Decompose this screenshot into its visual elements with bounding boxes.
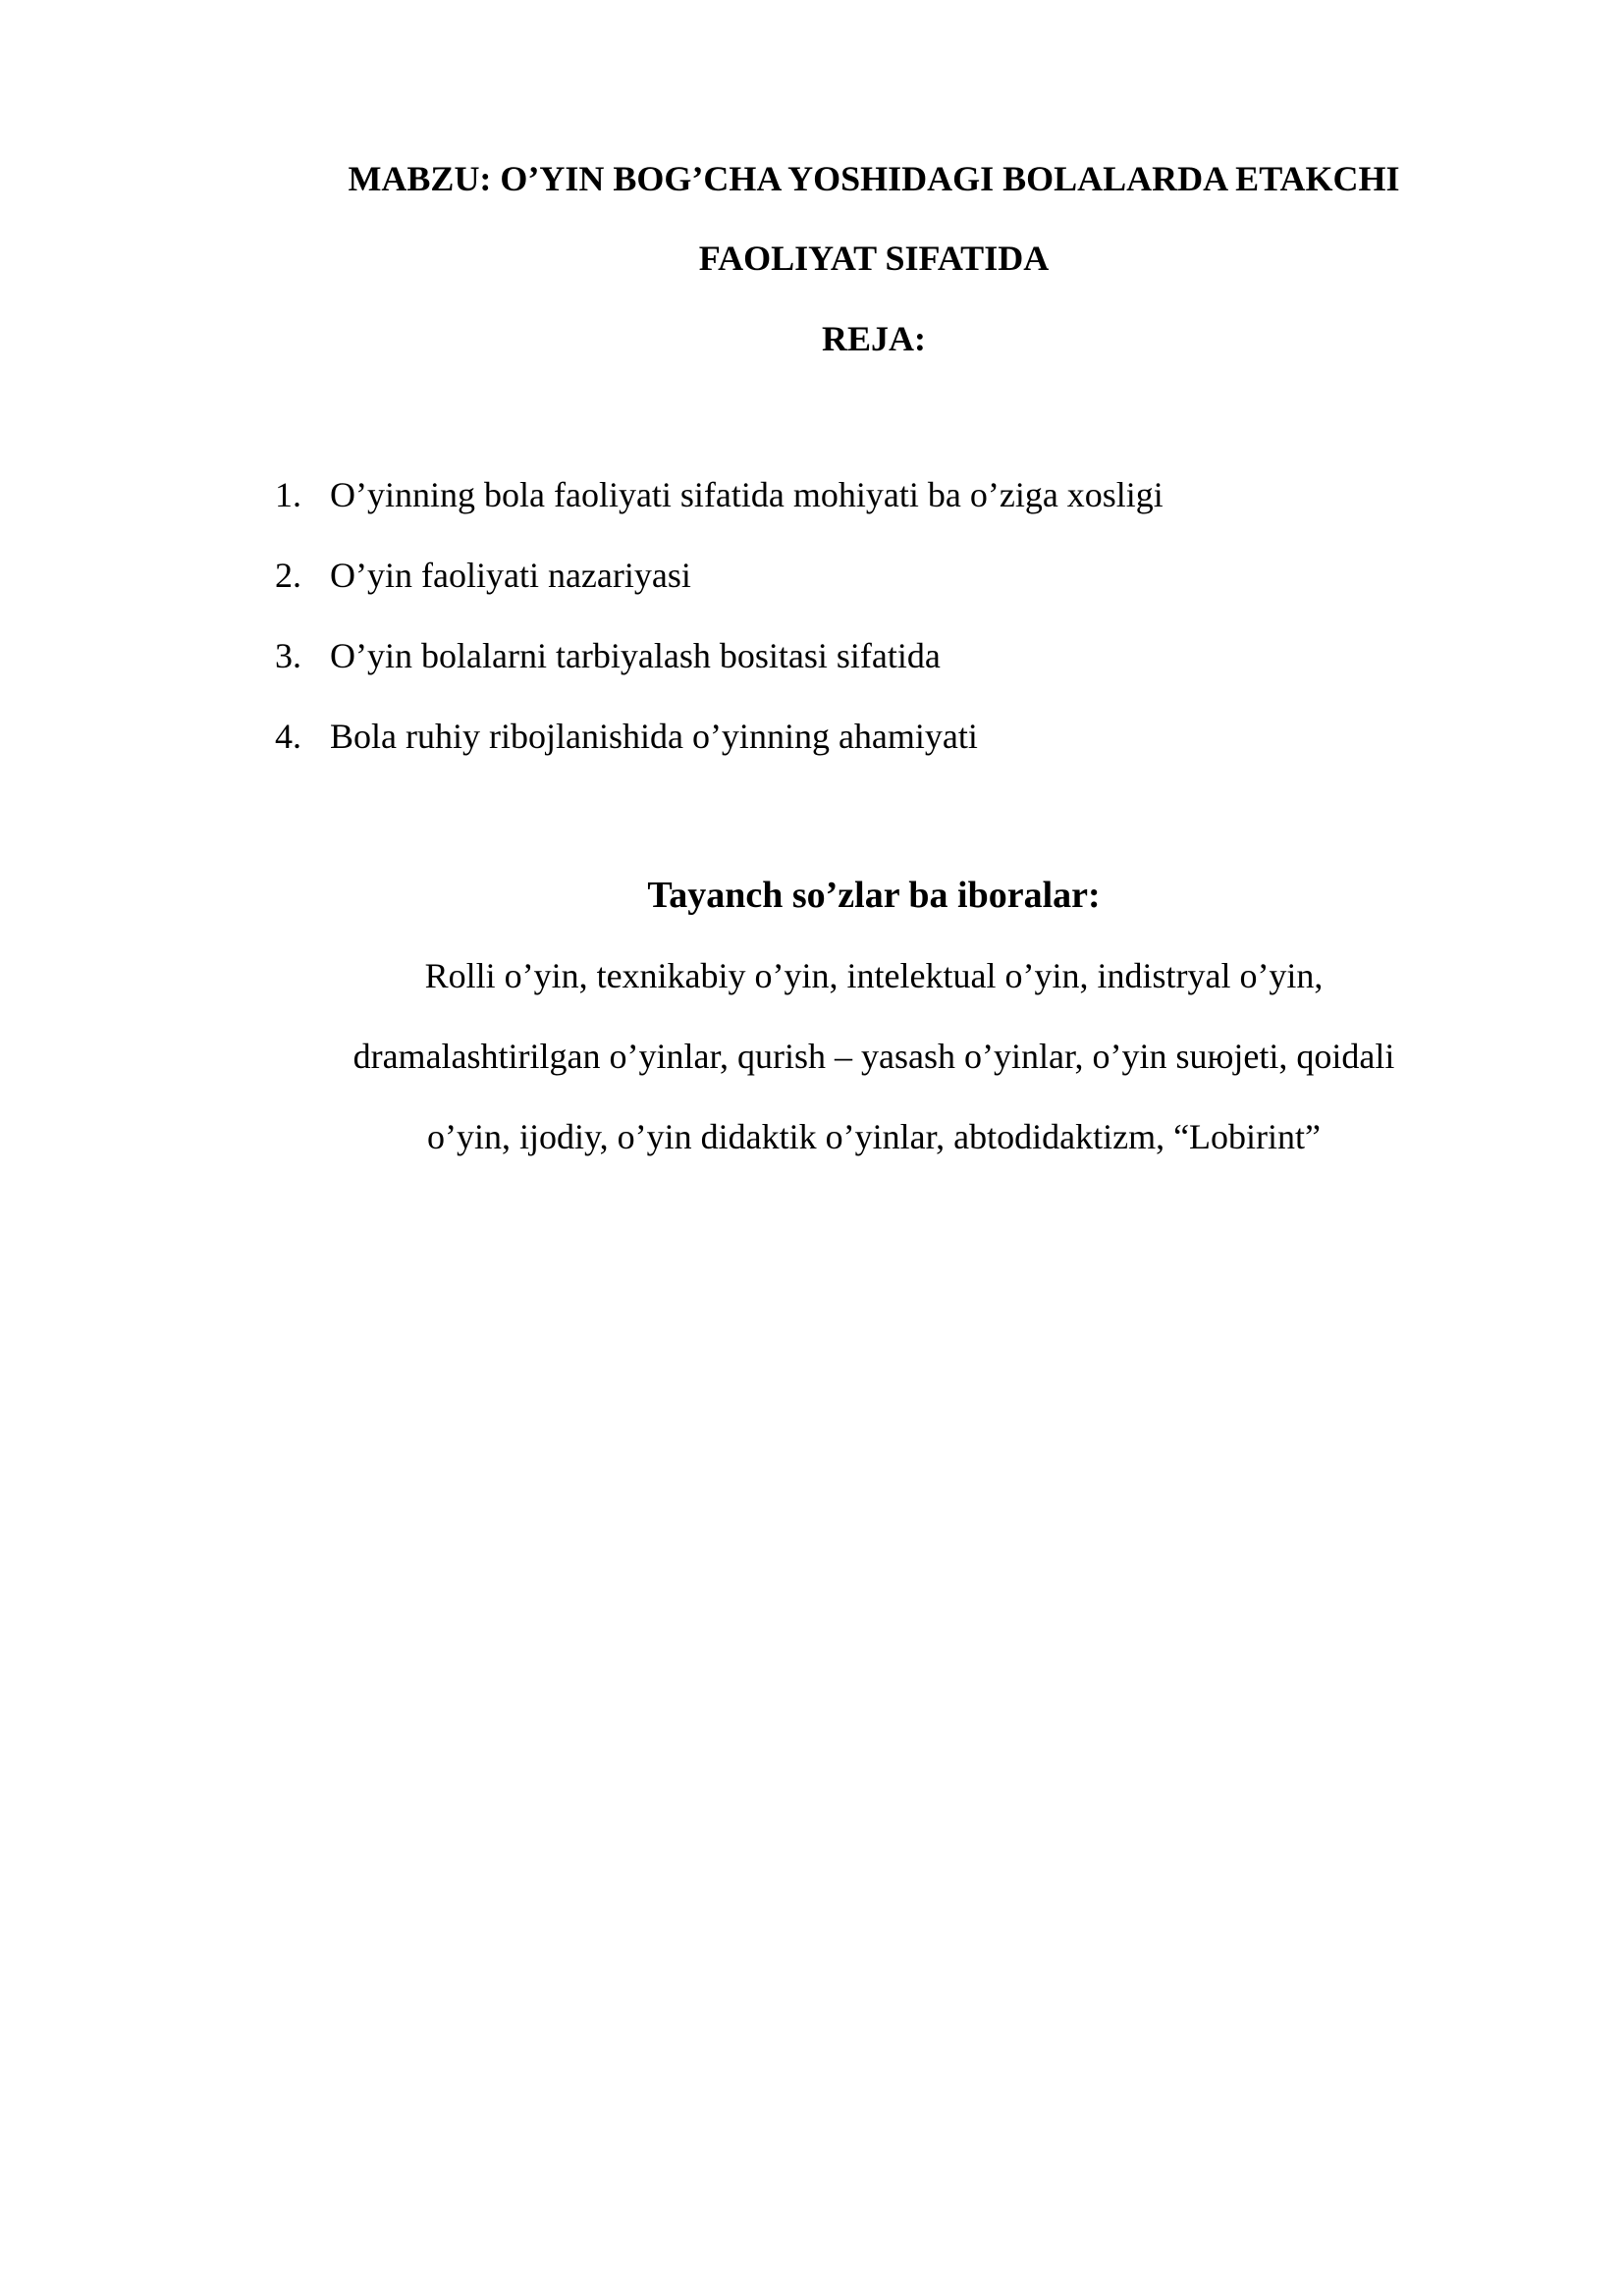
title-line-1: MABZU: O’YIN BOG’CHA YOSHIDAGI BOLALARDA ETAKCHI [348, 159, 1400, 198]
plan-item-number: 2. [275, 556, 301, 595]
plan-list [275, 473, 1164, 795]
plan-item [275, 634, 1164, 715]
plan-item-text: Bola ruhiy ribojlanishida o’yinning ahamiyati [330, 717, 978, 756]
plan-item-text: O’yin faoliyati nazariyasi [330, 556, 691, 595]
keywords-heading: Tayanch so’zlar ba iboralar: [647, 875, 1101, 916]
plan-item [275, 554, 1164, 634]
plan-item-number: 1. [275, 475, 301, 514]
plan-item-text: O’yinning bola faoliyati sifatida mohiyati ba o’ziga xosligi [330, 475, 1164, 514]
keywords-line: o’yin, ijodiy, o’yin didaktik o’yinlar, abtodidaktizm, “Lobirint” [426, 1117, 1322, 1156]
plan-item-number: 4. [275, 717, 301, 756]
keywords-line: dramalashtirilgan o’yinlar, qurish – yasash o’yinlar, o’yin suюjeti, qoidali [352, 1037, 1395, 1076]
title-line-2: FAOLIYAT SIFATIDA [698, 239, 1050, 278]
plan-item [275, 715, 1164, 795]
plan-item-text: O’yin bolalarni tarbiyalash bositasi sifatida [330, 636, 941, 675]
plan-item [275, 473, 1164, 554]
plan-item-number: 3. [275, 636, 301, 675]
plan-heading: REJA: [822, 319, 926, 358]
keywords-line: Rolli o’yin, texnikabiy o’yin, intelektual o’yin, indistryal o’yin, [424, 956, 1324, 995]
